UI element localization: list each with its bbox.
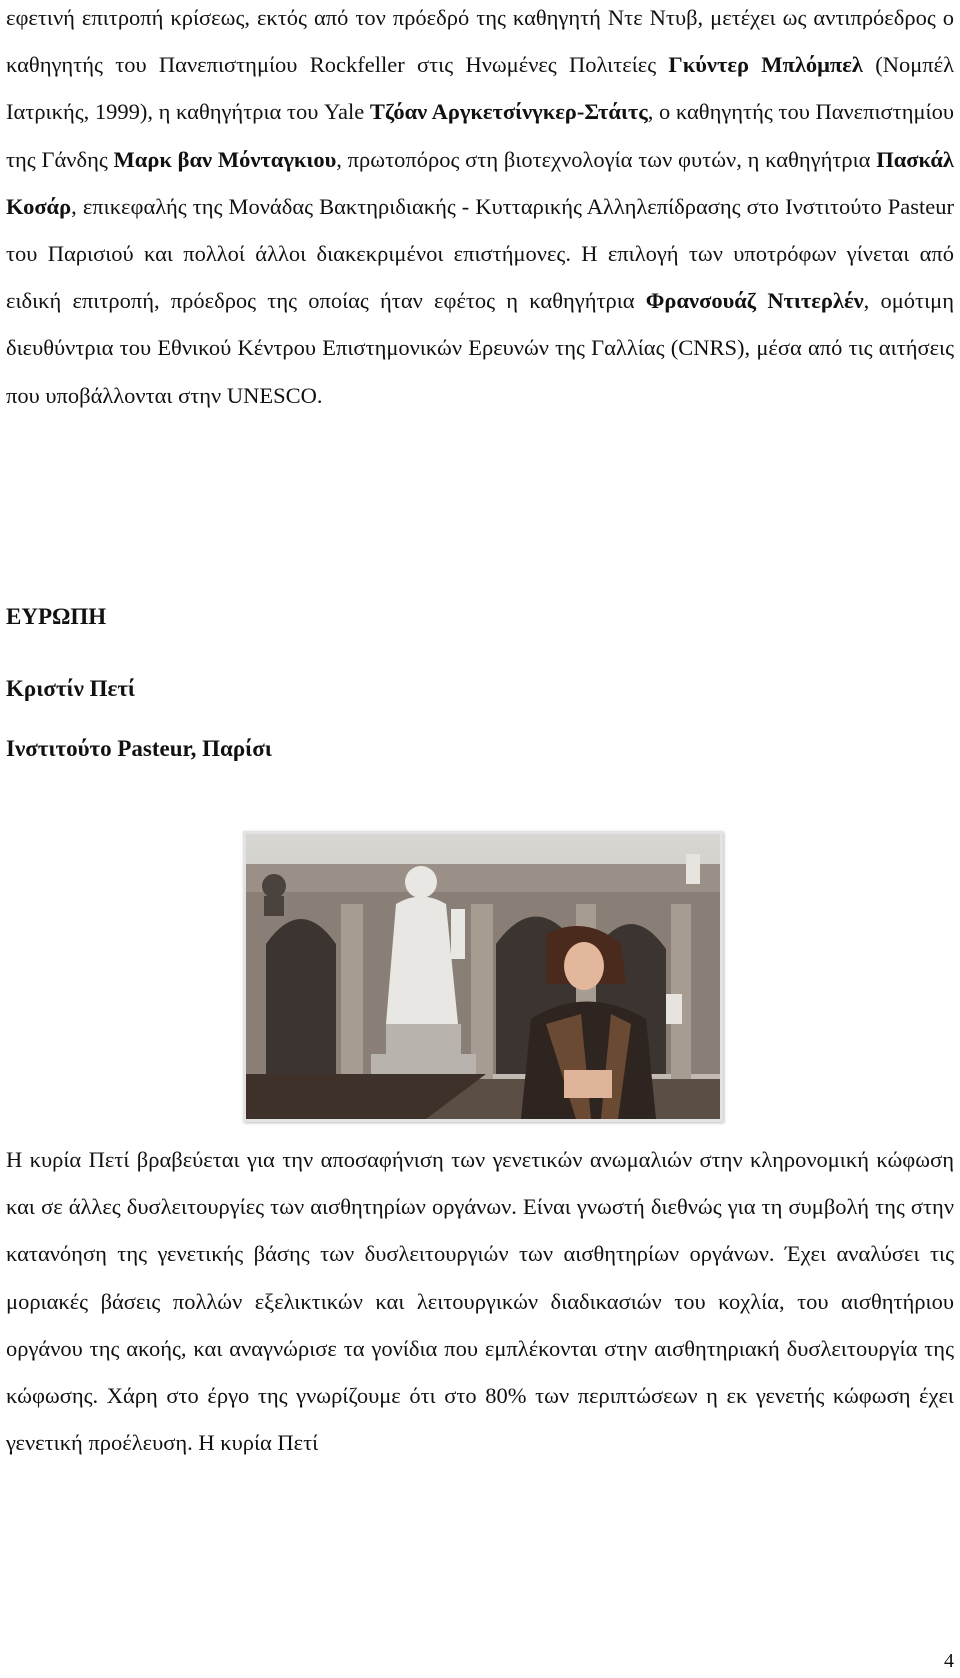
region-heading: ΕΥΡΩΠΗ xyxy=(6,604,107,629)
laureate-name: Κριστίν Πετί xyxy=(6,676,136,701)
text-run: , επικεφαλής της Μονάδας Βακτηριδιακής - Κυτταρικής Αλληλεπίδρασης στο Ινστιτούτο Pasteur του Παρισιού και πολλοί άλλοι διακεκριμένοι επιστήμονες. Η επιλογή των υποτρόφων γίνεται από ειδική επιτροπή, πρόεδρος της οποίας ήταν εφέτος η καθηγήτρια xyxy=(6,193,954,314)
bold-name: Φρανσουάζ Ντιτερλέν xyxy=(645,288,864,314)
bold-name: Μαρκ βαν Μόνταγκιου xyxy=(113,146,337,172)
bold-name: Τζόαν Αργκετσίνγκερ-Στάιτς xyxy=(369,99,648,125)
paragraph-committee xyxy=(6,0,954,419)
text-run: , ομότιμη διευθύντρια του Εθνικού Κέντρου Επιστημονικών Ερευνών της Γαλλίας (CNRS), μέσα από τις αιτήσεις που υποβάλλονται στην UNESCO. xyxy=(6,288,954,408)
text-run: , πρωτοπόρος στη βιοτεχνολογία των φυτών, η καθηγήτρια xyxy=(336,146,877,172)
page-number: 4 xyxy=(944,1650,954,1672)
text-run: εφετινή επιτροπή κρίσεως, εκτός από τον πρόεδρό της καθηγητή Ντε Ντυβ, μετέχει ως αντιπρόεδρος ο καθηγητής του Πανεπιστημίου Rockfeller στις Ηνωμένες Πολιτείες xyxy=(6,5,954,78)
paragraph-laureate xyxy=(6,1136,954,1466)
bold-name: Πασκάλ Κοσάρ xyxy=(6,146,954,219)
text-run: (Νομπέλ Ιατρικής, 1999), η καθηγήτρια του Yale xyxy=(6,52,954,125)
text-run: Η κυρία Πετί βραβεύεται για την αποσαφήνιση των γενετικών ανωμαλιών στην κληρονομική κώφωση και σε άλλες δυσλειτουργίες των αισθητηρίων οργάνων. Είναι γνωστή διεθνώς για τη συμβολή της στην κατανόηση της γενετικής βάσης των δυσλειτουργιών των αισθητηρίων οργάνων. Έχει αναλύσει τις μοριακές βάσεις πολλών εξελικτικών και λειτουργικών διαδικασιών του κοχλία, του αισθητήριου οργάνου της ακοής, και αναγνώρισε τα γονίδια που εμπλέκονται στην αισθητηριακή δυσλειτουργία της κώφωσης. Χάρη στο έργο της γνωρίζουμε ότι στο 80% των περιπτώσεων η εκ γενετής κώφωση έχει γενετική προέλευση. Η κυρία Πετί xyxy=(6,1147,954,1456)
bold-name: Γκύντερ Μπλόμπελ xyxy=(668,52,863,78)
laureate-photo xyxy=(243,831,723,1122)
text-run: , ο καθηγητής του Πανεπιστημίου της Γάνδης xyxy=(6,99,954,172)
laureate-institute: Ινστιτούτο Pasteur, Παρίσι xyxy=(6,736,272,761)
